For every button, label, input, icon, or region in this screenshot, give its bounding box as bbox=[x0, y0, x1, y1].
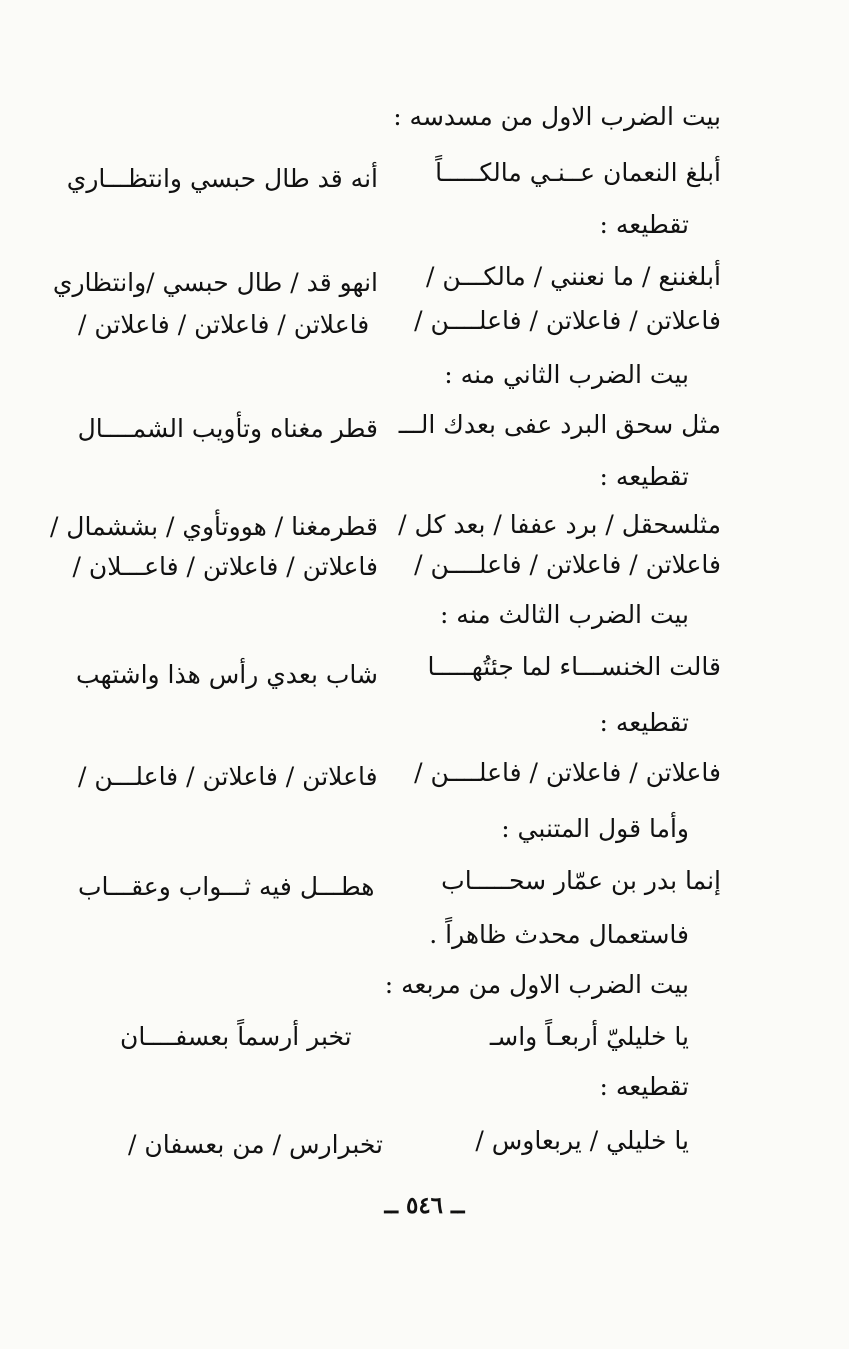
scansion-label: تقطيعه : bbox=[599, 210, 689, 239]
scansion-label: تقطيعه : bbox=[599, 462, 689, 491]
scansion-first-hemistich: مثلسحقل / برد عففا / بعد كل / bbox=[398, 510, 721, 539]
verse-second-hemistich: هطـــل فيه ثـــواب وعقـــاب bbox=[78, 872, 375, 901]
meter-first-hemistich: فاعلاتن / فاعلاتن / فاعلــــن / bbox=[414, 550, 721, 579]
verse-first-hemistich: إنما بدر بن عمّار سحـــــاب bbox=[441, 866, 721, 895]
scansion-second-hemistich: قطرمغنا / هووتأوي / بششمال / bbox=[49, 512, 378, 541]
meter-first-hemistich: فاعلاتن / فاعلاتن / فاعلــــن / bbox=[414, 306, 721, 335]
scansion-second-hemistich: تخبرارس / من بعسفان / bbox=[128, 1130, 383, 1159]
body-text: فاستعمال محدث ظاهراً . bbox=[429, 920, 689, 949]
verse-first-hemistich: مثل سحق البرد عفى بعدك الـــ bbox=[398, 410, 721, 439]
verse-second-hemistich: شاب بعدي رأس هذا واشتهب bbox=[76, 660, 378, 689]
page-number: ــ ٥٤٦ ــ bbox=[384, 1192, 465, 1219]
scansion-second-hemistich: انهو قد / طال حبسي /وانتظاري bbox=[52, 268, 378, 297]
verse-first-hemistich: أبلغ النعمان عــنـي مالكـــــاً bbox=[435, 158, 721, 187]
section-heading: بيت الضرب الاول من مسدسه : bbox=[393, 102, 721, 131]
scansion-label: تقطيعه : bbox=[599, 708, 689, 737]
verse-first-hemistich: قالت الخنســـاء لما جئتُهـــــا bbox=[427, 652, 721, 681]
verse-first-hemistich: يا خليليّ أربعـاً واسـ bbox=[489, 1022, 689, 1051]
verse-second-hemistich: تخبر أرسماً بعسفــــان bbox=[120, 1022, 352, 1051]
scansion-first-hemistich: يا خليلي / يربعاوس / bbox=[475, 1126, 689, 1155]
verse-second-hemistich: قطر مغناه وتأويب الشمــــال bbox=[77, 414, 378, 443]
scansion-first-hemistich: أبلغننع / ما نعنني / مالكـــن / bbox=[426, 262, 721, 291]
section-heading: بيت الضرب الاول من مربعه : bbox=[384, 970, 689, 999]
meter-first-hemistich: فاعلاتن / فاعلاتن / فاعلــــن / bbox=[414, 758, 721, 787]
meter-second-hemistich: فاعلاتن / فاعلاتن / فاعـــلان / bbox=[72, 552, 378, 581]
section-heading: وأما قول المتنبي : bbox=[501, 814, 689, 843]
section-heading: بيت الضرب الثاني منه : bbox=[444, 360, 689, 389]
verse-second-hemistich: أنه قد طال حبسي وانتظـــاري bbox=[66, 164, 378, 193]
section-heading: بيت الضرب الثالث منه : bbox=[439, 600, 689, 629]
meter-second-hemistich: فاعلاتن / فاعلاتن / فاعلـــن / bbox=[78, 762, 378, 791]
scansion-label: تقطيعه : bbox=[599, 1072, 689, 1101]
meter-second-hemistich: فاعلاتن / فاعلاتن / فاعلاتن / bbox=[78, 310, 370, 339]
